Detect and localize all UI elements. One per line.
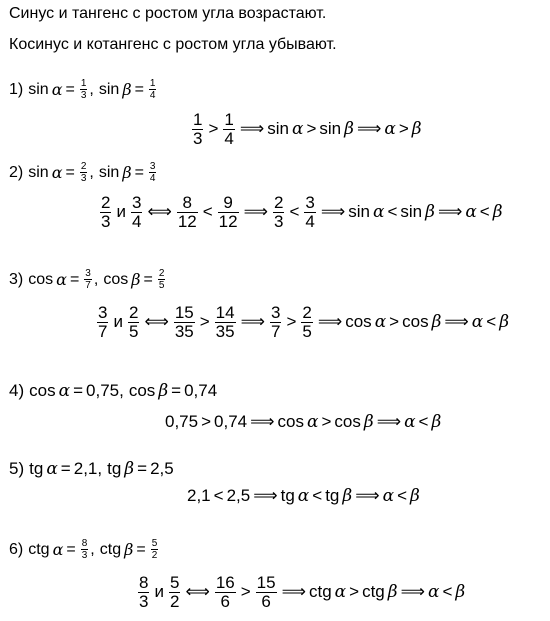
problem-number: 1) [9, 80, 24, 98]
value: 0,74 [214, 412, 248, 431]
func-tg: tg [280, 486, 295, 505]
beta-symbol: β [344, 119, 354, 140]
fraction: $\frac{1}{4}$ [224, 110, 234, 148]
fraction: $\frac{2}{5}$ [302, 303, 312, 341]
equals-sign: = [143, 270, 153, 288]
less-sign: < [479, 202, 490, 222]
func-cos: cos [29, 381, 56, 400]
fraction: $\frac{2}{5}$ [128, 303, 139, 341]
implies-arrow: ⟹ [437, 202, 463, 222]
less-sign: < [387, 202, 398, 222]
fraction: $\frac{5}{2}$ [169, 573, 180, 611]
fraction: $\frac{1}{4}$ [149, 78, 156, 101]
equals-sign: = [73, 381, 84, 400]
beta-symbol: β [455, 582, 466, 603]
func-ctg: ctg [308, 582, 332, 602]
implies-arrow: ⟹ [320, 202, 346, 222]
alpha-symbol: α [465, 202, 477, 223]
greater-sign: > [208, 119, 219, 139]
alpha-symbol: α [46, 459, 58, 479]
func-cos: cos [345, 312, 372, 332]
fraction: $\frac{14}{35}$ [215, 303, 235, 341]
alpha-symbol: α [404, 412, 416, 432]
implies-arrow: ⟹ [239, 119, 265, 139]
problem-1-given [9, 78, 158, 101]
less-sign: < [202, 202, 213, 222]
greater-sign: > [240, 582, 251, 602]
func-tg: tg [29, 459, 44, 478]
func-sin: sin [98, 80, 120, 98]
problem-number: 2) [9, 163, 24, 181]
value: 2,1 [187, 486, 211, 505]
func-cos: cos [28, 270, 54, 288]
alpha-symbol: α [374, 312, 387, 333]
greater-sign: > [398, 119, 409, 139]
iff-arrow: ⟺ [147, 202, 172, 222]
fraction: $\frac{15}{35}$ [174, 303, 194, 341]
intro-line-sin-tg: Синус и тангенс с ростом угла возрастают. [9, 5, 327, 22]
alpha-symbol: α [51, 163, 63, 182]
alpha-symbol: α [334, 582, 347, 603]
problem-number: 4) [9, 381, 25, 400]
func-cos: cos [103, 270, 129, 288]
value: 2,5 [226, 486, 251, 505]
alpha-symbol: α [384, 119, 396, 140]
less-sign: < [213, 486, 224, 505]
func-ctg: ctg [362, 582, 385, 602]
less-sign: < [486, 312, 497, 332]
problem-5-given [9, 459, 174, 479]
alpha-symbol: α [382, 486, 395, 506]
greater-sign: > [321, 412, 332, 431]
implies-arrow: ⟹ [253, 486, 278, 505]
less-sign: < [289, 202, 300, 222]
beta-symbol: β [425, 202, 435, 223]
iff-arrow: ⟺ [144, 312, 169, 332]
beta-symbol: β [492, 202, 503, 223]
func-sin: sin [98, 163, 120, 181]
problem-3-solution [95, 304, 509, 341]
conjunction-and: и [154, 582, 164, 602]
problem-4-given [9, 381, 217, 401]
comma: , [97, 459, 103, 478]
problem-6-given [9, 538, 160, 561]
problem-number: 5) [9, 459, 25, 478]
fraction: $\frac{9}{12}$ [218, 193, 238, 231]
fraction: $\frac{5}{2}$ [151, 538, 158, 561]
alpha-symbol: α [372, 202, 385, 223]
func-sin: sin [319, 119, 342, 139]
less-sign: < [312, 486, 323, 505]
equals-sign: = [69, 270, 80, 288]
problem-6-solution [136, 574, 465, 611]
value: 0,75 [86, 381, 120, 400]
conjunction-and: и [113, 312, 123, 332]
implies-arrow: ⟹ [444, 312, 469, 332]
implies-arrow: ⟹ [250, 412, 275, 431]
beta-symbol: β [124, 459, 135, 479]
alpha-symbol: α [56, 270, 67, 289]
fraction: $\frac{3}{4}$ [305, 193, 315, 231]
func-cos: cos [277, 412, 304, 431]
fraction: $\frac{3}{7}$ [85, 268, 91, 291]
fraction: $\frac{1}{3}$ [193, 110, 203, 148]
problem-2-given [9, 161, 158, 184]
func-cos: cos [402, 312, 429, 332]
implies-arrow: ⟹ [376, 412, 402, 431]
greater-sign: > [389, 312, 400, 332]
less-sign: < [418, 412, 429, 431]
implies-arrow: ⟹ [281, 582, 306, 602]
fraction: $\frac{16}{6}$ [215, 573, 235, 611]
equals-sign: = [65, 80, 75, 98]
implies-arrow: ⟹ [243, 202, 268, 222]
beta-symbol: β [411, 119, 422, 140]
func-cos: cos [128, 381, 156, 400]
comma: , [90, 540, 95, 558]
implies-arrow: ⟹ [317, 312, 343, 332]
alpha-symbol: α [58, 381, 71, 401]
fraction: $\frac{2}{5}$ [158, 268, 165, 291]
problem-1-solution [190, 111, 422, 148]
comma: , [93, 270, 99, 288]
less-sign: < [442, 582, 453, 602]
greater-sign: > [349, 582, 360, 602]
beta-symbol: β [158, 381, 169, 401]
fraction: $\frac{3}{7}$ [98, 303, 108, 341]
beta-symbol: β [431, 312, 442, 333]
fraction: $\frac{8}{3}$ [81, 538, 88, 561]
equals-sign: = [137, 459, 148, 478]
greater-sign: > [199, 312, 210, 332]
value: 2,5 [150, 459, 174, 478]
problem-3-given [9, 268, 167, 291]
implies-arrow: ⟹ [240, 312, 265, 332]
alpha-symbol: α [297, 486, 310, 506]
alpha-symbol: α [306, 412, 319, 432]
beta-symbol: β [122, 163, 132, 182]
value: 2,1 [73, 459, 98, 478]
fraction: $\frac{3}{7}$ [270, 303, 281, 341]
func-sin: sin [400, 202, 423, 222]
equals-sign: = [60, 459, 71, 478]
func-sin: sin [267, 119, 289, 139]
fraction: $\frac{2}{3}$ [101, 193, 111, 231]
alpha-symbol: α [51, 80, 63, 99]
problem-number: 6) [9, 540, 24, 558]
value: 0,74 [184, 381, 218, 400]
less-sign: < [397, 486, 408, 505]
equals-sign: = [136, 540, 146, 558]
func-sin: sin [28, 80, 49, 98]
alpha-symbol: α [52, 540, 64, 559]
greater-sign: > [286, 312, 297, 332]
equals-sign: = [66, 540, 76, 558]
func-tg: tg [107, 459, 122, 478]
beta-symbol: β [122, 80, 132, 99]
beta-symbol: β [342, 486, 353, 506]
beta-symbol: β [410, 486, 420, 506]
implies-arrow: ⟹ [400, 582, 425, 602]
problem-2-solution [98, 194, 503, 231]
fraction: $\frac{8}{3}$ [139, 573, 149, 611]
implies-arrow: ⟹ [355, 486, 380, 505]
problem-5-solution [187, 486, 420, 506]
beta-symbol: β [363, 412, 374, 432]
func-sin: sin [348, 202, 370, 222]
value: 0,75 [165, 412, 199, 431]
beta-symbol: β [131, 270, 141, 289]
iff-arrow: ⟺ [185, 582, 210, 602]
fraction: $\frac{2}{3}$ [273, 193, 284, 231]
problem-number: 3) [9, 270, 24, 288]
alpha-symbol: α [291, 119, 304, 140]
intro-line-cos-ctg: Косинус и котангенс с ростом угла убывают. [9, 36, 337, 53]
func-sin: sin [28, 163, 49, 181]
equals-sign: = [171, 381, 182, 400]
beta-symbol: β [124, 540, 134, 559]
fraction: $\frac{2}{3}$ [80, 161, 87, 184]
beta-symbol: β [499, 312, 510, 333]
greater-sign: > [306, 119, 317, 139]
fraction: $\frac{15}{6}$ [256, 573, 276, 611]
func-tg: tg [325, 486, 340, 505]
comma: , [89, 163, 94, 181]
func-cos: cos [334, 412, 361, 431]
alpha-symbol: α [427, 582, 440, 603]
comma: , [89, 80, 94, 98]
fraction: $\frac{3}{4}$ [149, 161, 156, 184]
fraction: $\frac{8}{12}$ [177, 193, 197, 231]
alpha-symbol: α [471, 312, 484, 333]
fraction: $\frac{3}{4}$ [131, 193, 142, 231]
equals-sign: = [65, 163, 75, 181]
conjunction-and: и [116, 202, 126, 222]
implies-arrow: ⟹ [356, 119, 382, 139]
greater-sign: > [201, 412, 212, 431]
beta-symbol: β [431, 412, 442, 432]
comma: , [119, 381, 124, 400]
equals-sign: = [134, 80, 144, 98]
problem-4-solution [165, 412, 441, 432]
func-ctg: ctg [99, 540, 122, 558]
beta-symbol: β [387, 582, 398, 603]
equals-sign: = [134, 163, 144, 181]
fraction: $\frac{1}{3}$ [80, 78, 87, 101]
func-ctg: ctg [28, 540, 50, 558]
